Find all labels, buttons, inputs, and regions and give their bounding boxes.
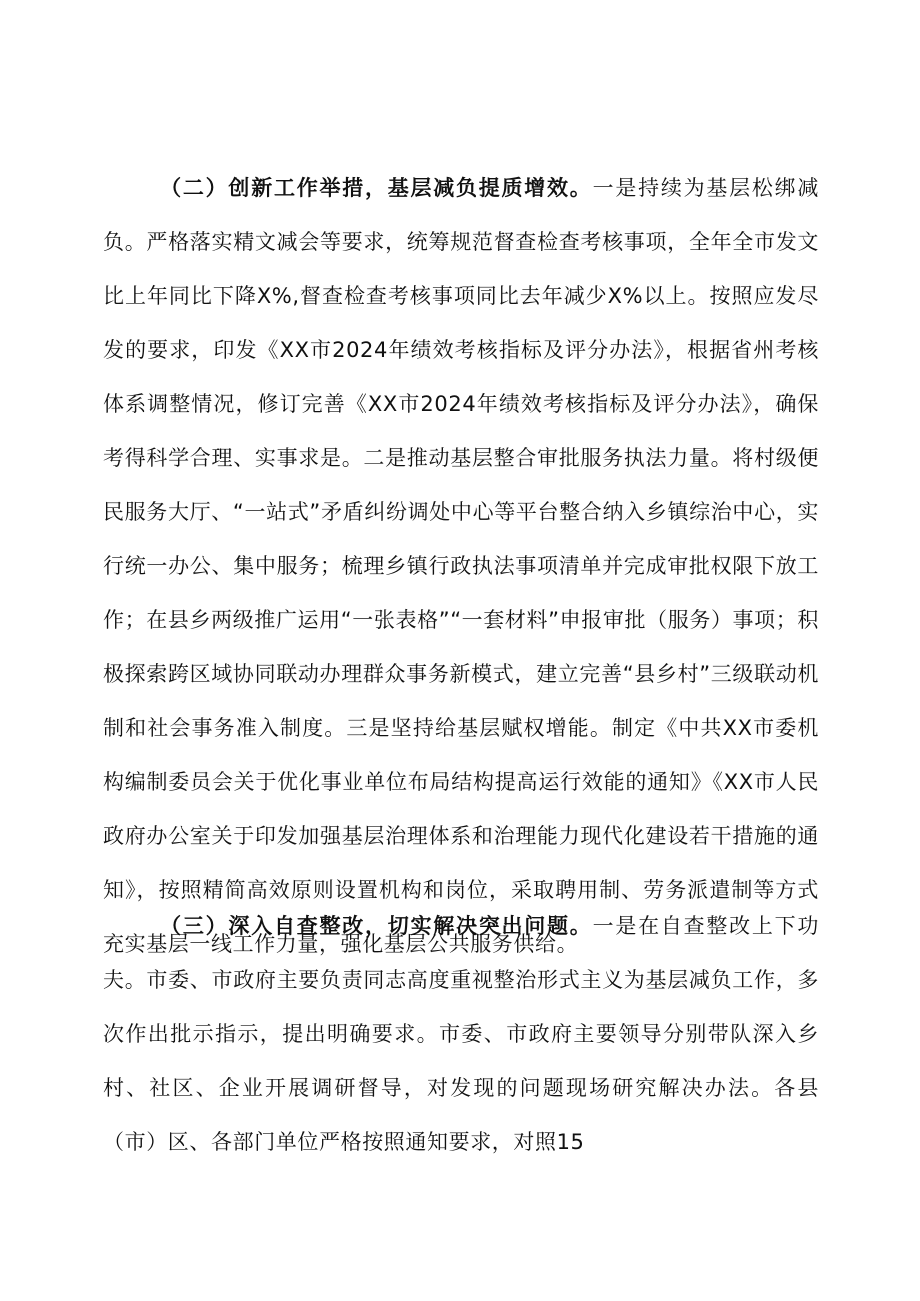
paragraph-self-inspection <box>103 899 819 1169</box>
paragraph-heading: （三）深入自查整改，切实解决突出问题。 <box>159 914 593 938</box>
paragraph-body: 一是在自查整改上下功夫。市委、市政府主要负责同志高度重视整治形式主义为基层减负工作，多次作出批示指示，提出明确要求。市委、市政府主要领导分别带队深入乡村、社区、企业开展调研督导，对发现的问题现场研究解决办法。各县（市）区、各部门单位严格按照通知要求，对照15 <box>103 914 820 1154</box>
paragraph-heading: （二）创新工作举措，基层减负提质增效。 <box>159 176 593 200</box>
paragraph-body: 一是持续为基层松绑减负。严格落实精文减会等要求，统筹规范督查检查考核事项，全年全市发文比上年同比下降X%,督查检查考核事项同比去年减少X%以上。按照应发尽发的要求，印发《XX市2024年绩效考核指标及评分办法》，根据省州考核体系调整情况，修订完善《XX市2024年绩效考核指标及评分办法》，确保考得科学合理、实事求是。二是推动基层整合审批服务执法力量。将村级便民服务大厅、“一站式”矛盾纠纷调处中心等平台整合纳入乡镇综治中心，实行统一办公、集中服务；梳理乡镇行政执法事项清单并完成审批权限下放工作；在县乡两级推广运用“一张表格”“一套材料”申报审批（服务）事项；积极探索跨区域协同联动办理群众事务新模式，建立完善“县乡村”三级联动机制和社会事务准入制度。三是坚持给基层赋权增能。制定《中共XX市委机构编制委员会关于优化事业单位布局结构提高运行效能的通知》《XX市人民政府办公室关于印发加强基层治理体系和治理能力现代化建设若干措施的通知》，按照精简高效原则设置机构和岗位，采取聘用制、劳务派遣制等方式充实基层一线工作力量，强化基层公共服务供给。 <box>103 176 820 956</box>
paragraph-innovation <box>103 161 819 971</box>
